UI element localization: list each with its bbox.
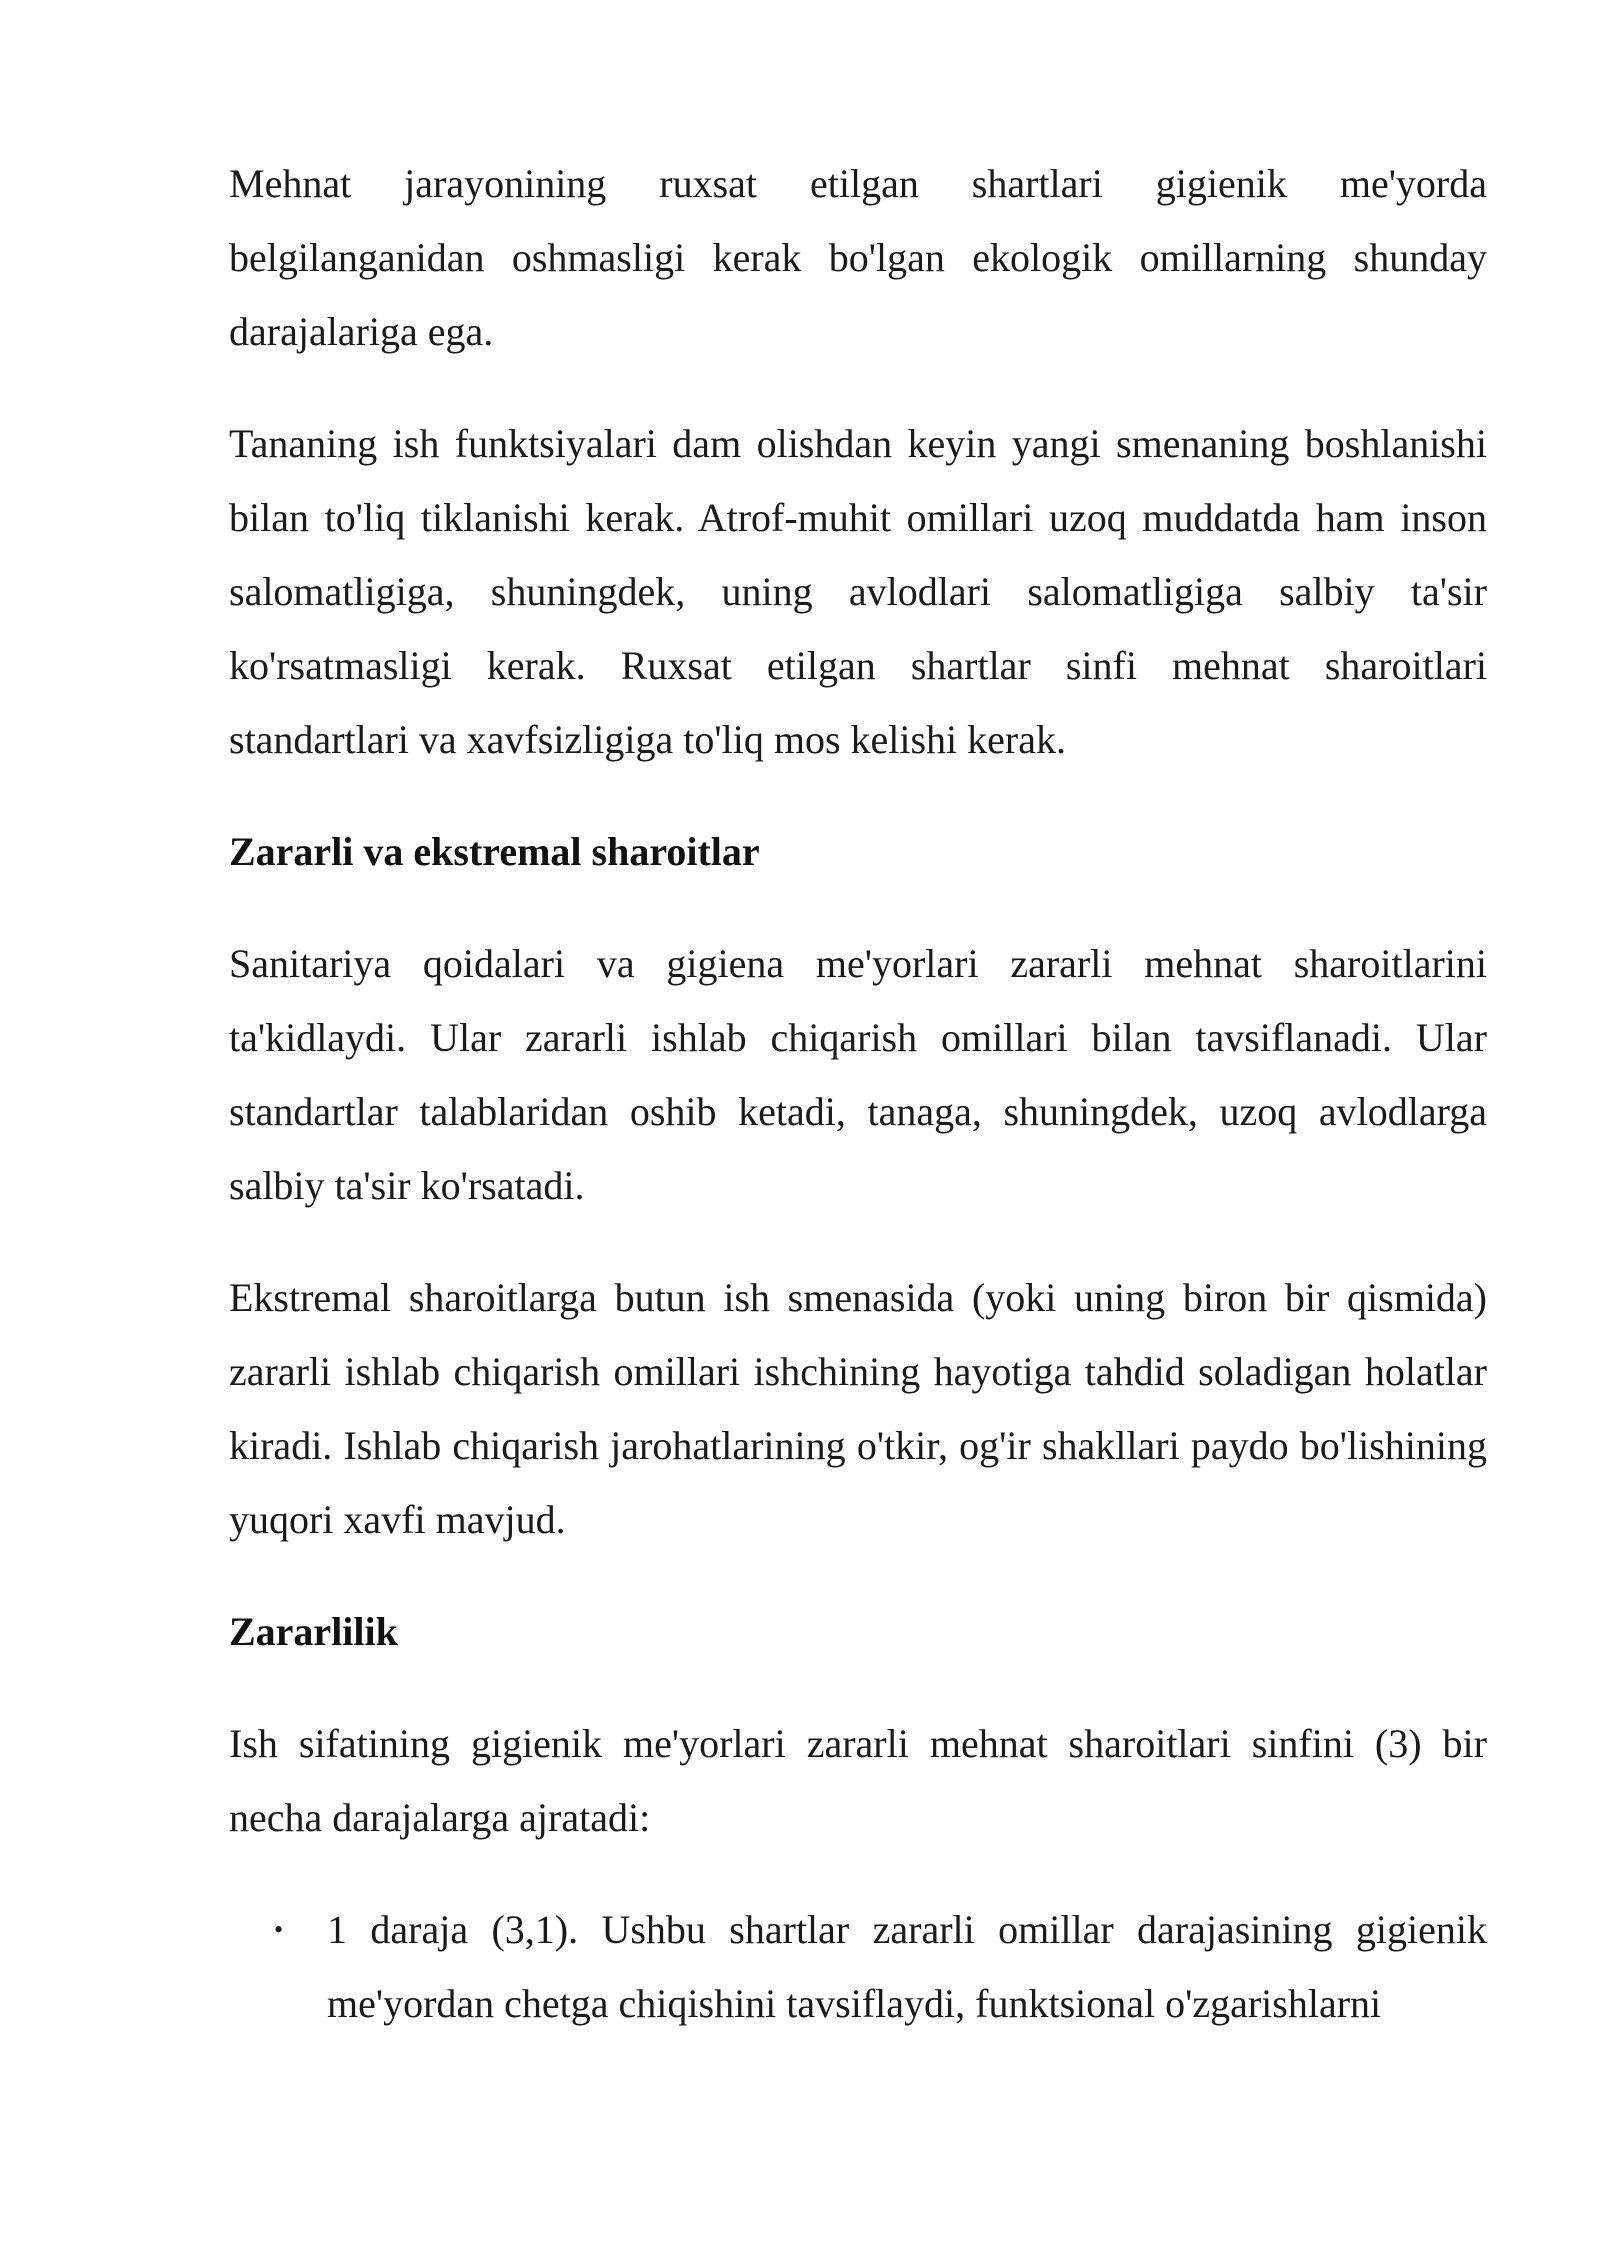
paragraph-sanitary-rules: Sanitariya qoidalari va gigiena me'yorlari zararli mehnat sharoitlarini ta'kidlaydi. Ular zararli ishlab chiqarish omillari bilan tavsiflanadi. Ular standartlar talablaridan oshib ketadi, tanaga, shuningdek, uzoq avlodlarga salbiy ta'sir ko'rsatadi. (229, 941, 1487, 1208)
degree-list (229, 1893, 1487, 2041)
paragraph-body-functions: Tananing ish funktsiyalari dam olishdan keyin yangi smenaning boshlanishi bilan to'liq tiklanishi kerak. Atrof-muhit omillari uzoq muddatda ham inson salomatligiga, shuningdek, uning avlodlari salomatligiga salbiy ta'sir ko'rsatmasligi kerak. Ruxsat etilgan shartlar sinfi mehnat sharoitlari standartlari va xavfsizligiga to'liq mos kelishi kerak. (229, 421, 1487, 762)
heading-harmful-extreme: Zararli va ekstremal sharoitlar (229, 829, 760, 874)
heading-harmfulness: Zararlilik (229, 1609, 398, 1654)
paragraph-hygienic-norms: Ish sifatining gigienik me'yorlari zararli mehnat sharoitlari sinfini (3) bir necha darajalarga ajratadi: (229, 1721, 1487, 1840)
document-page (229, 147, 1487, 2041)
paragraph-extreme-conditions: Ekstremal sharoitlarga butun ish smenasida (yoki uning biron bir qismida) zararli ishlab chiqarish omillari ishchining hayotiga tahdid soladigan holatlar kiradi. Ishlab chiqarish jarohatlarining o'tkir, og'ir shakllari paydo bo'lishining yuqori xavfi mavjud. (229, 1275, 1487, 1542)
bullet-icon: • (274, 1915, 284, 1944)
list-item (229, 1893, 1487, 2041)
list-item-text: 1 daraja (3,1). Ushbu shartlar zararli omillar darajasining gigienik me'yordan chetga chiqishini tavsiflaydi, funktsional o'zgarishlarni (327, 1907, 1487, 2026)
paragraph-permissible-conditions: Mehnat jarayonining ruxsat etilgan shartlari gigienik me'yorda belgilanganidan oshmasligi kerak bo'lgan ekologik omillarning shunday darajalariga ega. (229, 161, 1487, 354)
